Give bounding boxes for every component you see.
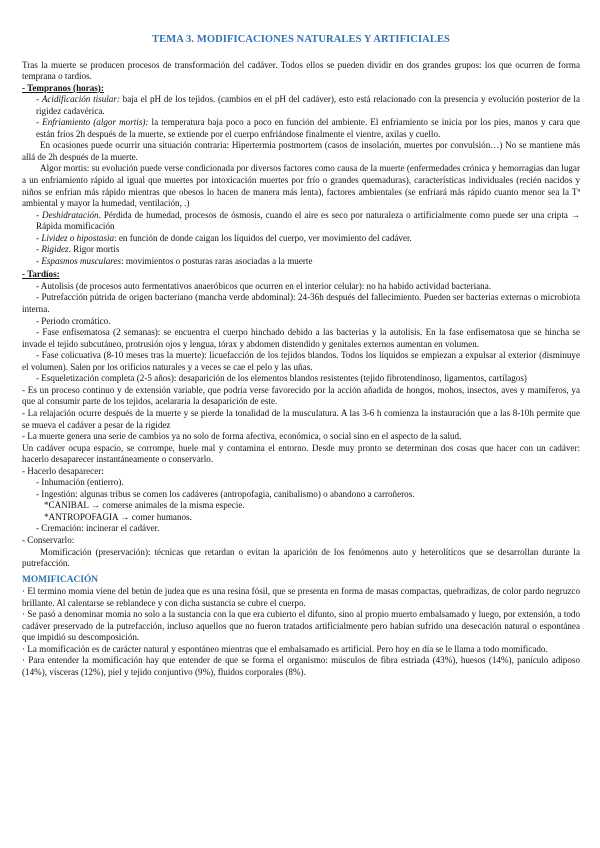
text-deshidratacion: . Pérdida de humedad, procesos de ósmosis, cuando el aire es seco por naturaleza o artificialmente como puede ser una cripta → Rápida momificación (36, 209, 580, 232)
item-enfriamiento: - Enfriamiento (algor mortis): la temperatura baja poco a poco en función del ambiente. El enfriamiento se inicia por los pies, manos y cara que están fríos 2h después de la muerte, se extiende por el cuerpo enfriándose finalmente el vientre, axilas y cuello. (36, 117, 580, 139)
item-cremacion: - Cremación: incinerar el cadáver. (36, 523, 160, 534)
item-periodo-cromatico: - Periodo cromático. (36, 315, 111, 326)
page-title: TEMA 3. MODIFICACIONES NATURALES Y ARTIFICIALES (152, 34, 450, 45)
term-lividez: Lividez o hipostasia (41, 232, 115, 243)
item-lividez: - Lividez o hipostasia: en función de donde caigan los líquidos del cuerpo, ver movimiento del cadáver. (36, 232, 412, 243)
momificacion-paragraph-3: · La momificación es de carácter natural y espontáneo mientras que el embalsamado es artificial. Pero hoy en día se le llama a todo momificado. (22, 643, 548, 654)
item-espasmos: - Espasmos musculares: movimientos o posturas raras asociadas a la muerte (36, 255, 313, 266)
momificacion-heading: MOMIFICACIÓN (22, 574, 99, 585)
paragraph-proceso-continuo: - Es un proceso continuo y de extensión variable, que podría verse favorecido por la acción añadida de hongos, mohos, insectos, aves y mamíferos, ya que al consumir parte de los tejidos, acelararía la desaparición de este. (22, 384, 580, 407)
item-fase-colicuativa: - Fase colicuativa (8-10 meses tras la muerte): licuefacción de los tejidos blandos. Todos los líquidos se empiezan a expulsar al exterior (disminuye el volumen). Salen por los orificios naturales y a veces se cae el pelo y las uñas. (22, 350, 580, 372)
momificacion-paragraph-4: · Para entender la momificación hay que entender de que se forma el organismo: músculos de fibra estriada (43%), huesos (14%), panículo adiposo (14%), vísceras (12%), piel y tejido conjuntivo (9%), fluidos corporales (8%). (22, 655, 580, 677)
paragraph-cambios: - La muerte genera una serie de cambios ya no solo de forma afectiva, económica, o social sino en el aspecto de la salud. (22, 431, 462, 442)
intro-paragraph: Tras la muerte se producen procesos de transformación del cadáver. Todos ellos se pueden dividir en dos grandes grupos: los que ocurren de forma temprana o tardíos. (22, 59, 580, 82)
item-antropofagia: *ANTROPOFAGIA → comer humanos. (44, 511, 192, 522)
item-inhumacion: - Inhumación (entierro). (36, 477, 124, 488)
text-enfriamiento: la temperatura baja poco a poco en función del ambiente. El enfriamiento se inicia por los pies, manos y cara que están fríos 2h después de la muerte, se extiende por el cuerpo enfriándose finalmente el vientre, axilas y cuello. (36, 117, 580, 139)
paragraph-hipertermia: En ocasiones puede ocurrir una situación contraria: Hipertermia postmortem (casos de insolación, muertes por convulsión…) No se mantiene más allá de 2h después de la muerte. (22, 140, 580, 162)
item-putrefaccion: - Putrefacción pútrida de origen bacteriano (mancha verde abdominal): 24-36h después del fallecimiento. Pueden ser bacterias externas o microbiota interna. (22, 292, 580, 315)
text-acidificacion: baja el pH de los tejidos. (cambios en el pH del cadáver), esto está relacionado con la presencia y evolución posterior de la rigidez cadavérica. (36, 94, 580, 116)
paragraph-algor-mortis: Algor mortis: su evolución puede verse condicionada por diversos factores como causa de la muerte (enfermedades crónica y hemorragias dan lugar a un enfriamiento rápido al igual que muertes por intoxicación muertes por frío o grandes quemaduras), características individuales (recién nacidos y niños se enfrían más rápido mientras que obesos lo hacen de manera más lenta), factores ambientales (se enfriará más rápido cuanto menor sea la Tª ambiental y mayor la humedad, ventilación, .) (22, 163, 580, 209)
text-espasmos: : movimientos o posturas raras asociadas a la muerte (121, 255, 313, 266)
item-canibal: *CANIBAL → comerse animales de la misma especie. (44, 500, 245, 511)
term-espasmos: Espasmos musculares (41, 255, 122, 266)
item-hacerlo-desaparecer: - Hacerlo desaparecer: (22, 465, 104, 476)
term-deshidratacion: Deshidratación (42, 209, 99, 220)
paragraph-momificacion-preservacion: Momificación (preservación): técnicas que retardan o evitan la aparición de los fenómenos auto y heterolíticos que se desarrollan durante la putrefacción. (22, 546, 580, 569)
term-acidificacion: Acidificación tisular: (41, 94, 120, 105)
term-enfriamiento: Enfriamiento (algor mortis): (42, 117, 149, 128)
text-lividez: : en función de donde caigan los líquidos del cuerpo, ver movimiento del cadáver. (114, 232, 412, 243)
term-rigidez: Rigidez (41, 244, 69, 255)
item-conservarlo: - Conservarlo: (22, 534, 75, 545)
item-acidificacion: - Acidificación tisular: baja el pH de los tejidos. (cambios en el pH del cadáver), esto está relacionado con la presencia y evolución posterior de la rigidez cadavérica. (36, 94, 580, 116)
item-esqueletizacion: - Esqueletización completa (2-5 años): desaparición de los elementos blandos resistentes (tejido fibrotendinoso, ligamentos, cartílagos) (36, 373, 527, 384)
item-rigidez: - Rigidez. Rigor mortis (36, 244, 120, 255)
momificacion-paragraph-1: · El termino momia viene del betún de judea que es una resina fósil, que se presenta en forma de masas compactas, quebradizas, de color pardo negruzco brillante. Al calentarse se reblandece y con dicha sustancia se cubre el cuerpo. (22, 586, 580, 608)
item-deshidratacion: - Deshidratación. Pérdida de humedad, procesos de ósmosis, cuando el aire es seco por naturaleza o artificialmente como puede ser una cripta → Rápida momificación (36, 209, 580, 232)
text-rigidez: . Rigor mortis (68, 244, 120, 255)
paragraph-relajacion: - La relajación ocurre después de la muerte y se pierde la tonalidad de la musculatura. A las 3-6 h comienza la instauración que a las 8-10h permite que se mueva el cadáver a pesar de la rigidez (22, 407, 580, 430)
paragraph-cadaver: Un cadáver ocupa espacio, se corrompe, huele mal y contamina el entorno. Desde muy pronto se determinan dos cosas que hacer con un cadáver: hacerlo desaparecer instantáneamente o conservarlo. (22, 442, 580, 465)
tardios-heading: - Tardíos: (22, 269, 60, 280)
momificacion-paragraph-2: · Se pasó a denominar momia no solo a la sustancia con la que era cubierto el difunto, sino al propio muerto embalsamado y luego, por extensión, a todo cadáver preservado de la putrefacción, incluso aquellos que no fueron tratados artificialmente pero habían sufrido una desecación natural o espontánea que impidió su descomposición. (22, 609, 580, 643)
item-autolisis: - Autolisis (de procesos auto fermentativos anaeróbicos que ocurren en el interior celular): no ha habido actividad bacteriana. (36, 280, 492, 291)
item-ingestion: - Ingestión: algunas tribus se comen los cadáveres (antropofagia, canibalismo) o abandono a carroñeros. (36, 488, 415, 499)
item-fase-enfisematosa: - Fase enfisematosa (2 semanas): se encuentra el cuerpo hinchado debido a las bacterias y la autolisis. En la fase enfisematosa que se hincha se invade el tejido subcutáneo, protrusión ojos y lengua, tórax y abdomen distendido y genitales externos aumentan en volumen. (22, 327, 580, 349)
tempranos-heading: - Tempranos (horas): (22, 82, 104, 93)
